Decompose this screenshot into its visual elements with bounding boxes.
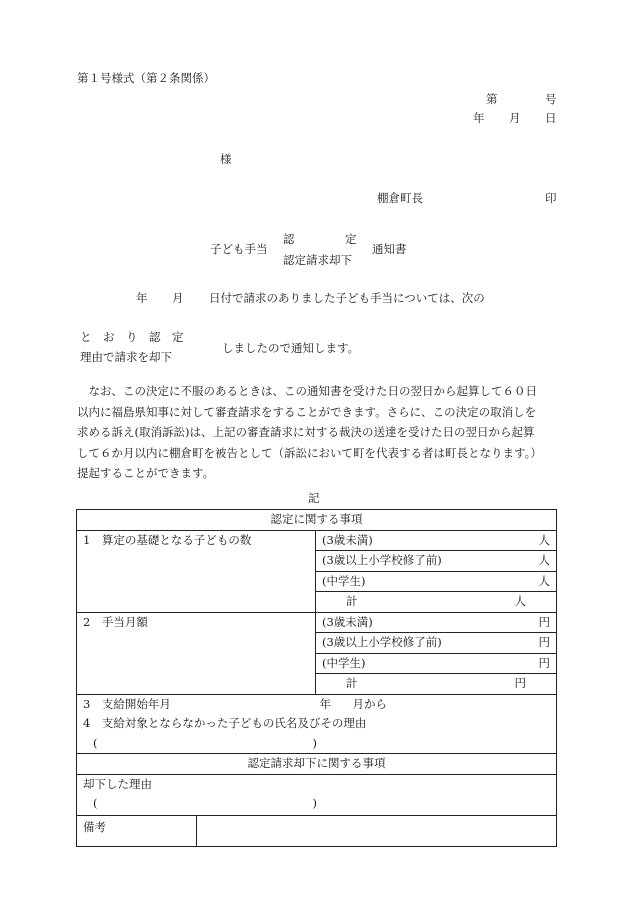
remarks-value — [197, 815, 557, 846]
title-option-reject: 認定請求却下 — [283, 253, 352, 267]
item4-close: ) — [312, 735, 317, 750]
paragraph-line: 提起することができます。 — [77, 466, 215, 481]
title-option-certify-a: 認 — [283, 232, 295, 246]
title-suffix: 通知書 — [372, 242, 407, 256]
item1-label: 1 算定の基礎となる子どもの数 — [77, 530, 316, 612]
paragraph-line: 求める訴え(取消訴訟)は、上記の審査請求に対する裁決の送達を受けた日の翌日から起算 — [77, 425, 535, 440]
seal-mark: 印 — [545, 191, 557, 205]
date-day-label: 日 — [545, 111, 557, 125]
paragraph-line: 以内に福島県知事に対して審査請求をすることができます。さらに、この決定の取消しを — [77, 404, 537, 419]
body-text: 日付で請求のありました子ども手当については、次の — [209, 291, 485, 305]
date-year-label: 年 — [473, 111, 485, 125]
document-number-suffix: 号 — [545, 92, 557, 106]
details-table — [76, 509, 557, 847]
item3-year: 年 — [319, 696, 331, 711]
section-rejection-title: 認定請求却下に関する事項 — [77, 754, 557, 775]
item1-row: (中学生) 人 — [316, 571, 557, 592]
document-number-label: 第 — [486, 92, 498, 106]
issuer-name: 棚倉町長 — [377, 191, 423, 205]
item2-row: (3歳以上小学校修了前) 円 — [316, 633, 557, 654]
form-number: 第１号様式（第２条関係） — [77, 71, 215, 85]
item1-row: (3歳以上小学校修了前) 人 — [316, 551, 557, 572]
body-year-label: 年 — [136, 291, 148, 305]
decision-choice-certify: と お り 認 定 — [80, 330, 184, 344]
item2-row: (中学生) 円 — [316, 653, 557, 674]
item3-label: 3 支給開始年月 — [83, 696, 171, 711]
appeal-notice-paragraph — [77, 381, 555, 484]
item4-label: 4 支給対象とならなかった子どもの氏名及びその理由 — [83, 716, 367, 730]
title-option-certify-b: 定 — [345, 232, 357, 246]
addressee-suffix: 様 — [220, 152, 232, 166]
ki-heading: 記 — [308, 491, 320, 505]
body-month-label: 月 — [172, 291, 184, 305]
item2-row: (3歳未満) 円 — [316, 612, 557, 633]
item2-total-row: 計 円 — [316, 674, 557, 695]
decision-choice-reject: 理由で請求を却下 — [80, 350, 172, 364]
rejection-reason-cell — [77, 774, 557, 815]
items-3-4-cell — [77, 694, 557, 754]
paragraph-line: して６か月以内に棚倉町を被告として（訴訟において町を代表する者は町長となります。） — [77, 445, 542, 460]
date-month-label: 月 — [509, 111, 521, 125]
paragraph-line: なお、この決定に不服のあるときは、この通知書を受けた日の翌日から起算して６０日 — [77, 384, 537, 398]
item3-month: 月から — [352, 696, 387, 711]
item2-label: 2 手当月額 — [77, 612, 316, 694]
decision-suffix: しましたので通知します。 — [222, 341, 360, 355]
section-certification-title: 認定に関する事項 — [77, 510, 557, 531]
reason-close: ) — [312, 796, 317, 810]
item4-open: ( — [93, 735, 98, 750]
title-prefix: 子ども手当 — [210, 242, 268, 256]
reason-open: ( — [93, 796, 98, 810]
item1-row: (3歳未満) 人 — [316, 530, 557, 551]
item1-total-row: 計 人 — [316, 592, 557, 613]
reason-label: 却下した理由 — [83, 776, 152, 791]
remarks-label: 備考 — [77, 815, 197, 846]
